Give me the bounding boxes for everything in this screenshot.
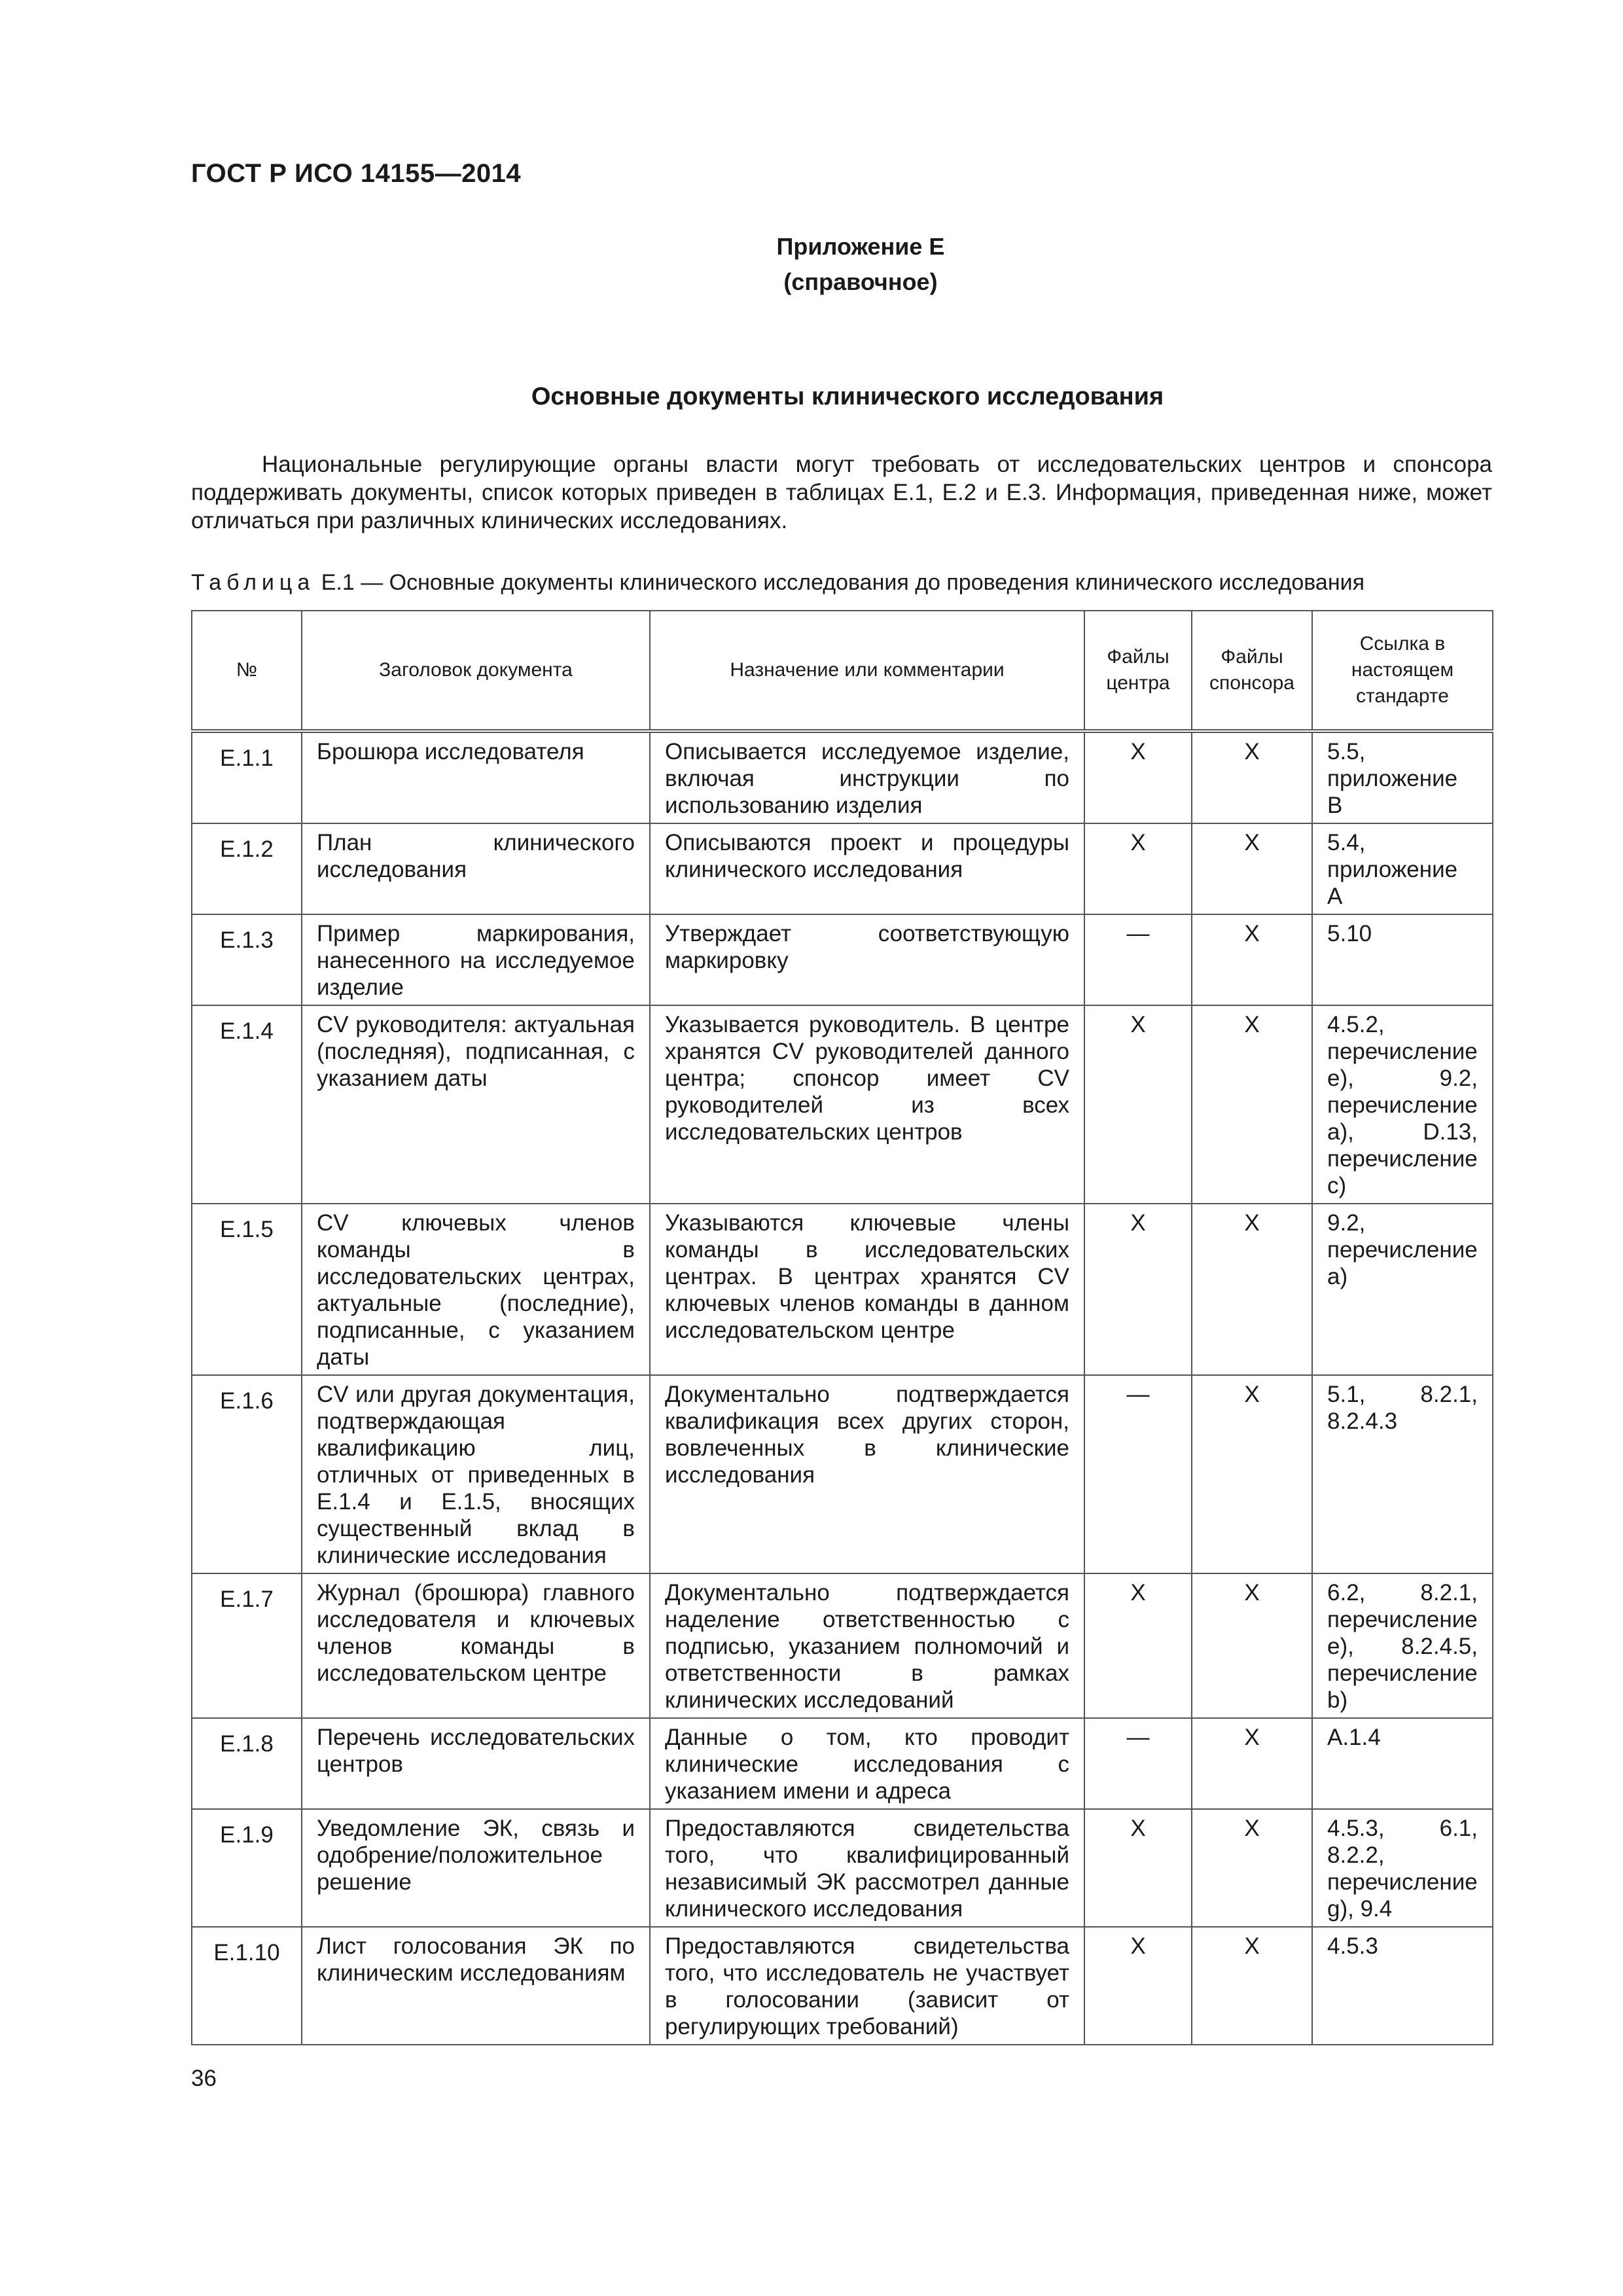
cell-title: Перечень исследовательских центров xyxy=(302,1718,650,1809)
cell-title: CV или другая документация, подтверждающая квалификацию лиц, отличных от приведенных в Е.1.4 и Е.1.5, вносящих существенный вклад в клинические исследования xyxy=(302,1375,650,1573)
cell-sponsor-files: X xyxy=(1192,1718,1312,1809)
cell-center-files: X xyxy=(1084,1204,1192,1375)
table-row xyxy=(192,1927,1493,2045)
intro-text: Национальные регулирующие органы власти могут требовать от исследовательских центров и спонсора поддерживать документы, список которых приведен в таблицах Е.1, Е.2 и Е.3. Информация, приведенная ниже, может отличаться при различных клинических исследованиях. xyxy=(191,452,1492,533)
cell-num: Е.1.1 xyxy=(192,731,302,823)
table-caption-label: Таблица xyxy=(191,570,315,595)
cell-reference: 4.5.2, перечисление е), 9.2, перечисление а), D.13, перечисление с) xyxy=(1312,1005,1493,1204)
cell-purpose: Утверждает соответствующую маркировку xyxy=(650,914,1084,1005)
cell-num: Е.1.2 xyxy=(192,823,302,914)
header-title: Заголовок документа xyxy=(302,611,650,731)
table-row xyxy=(192,1809,1493,1927)
cell-reference: 5.10 xyxy=(1312,914,1493,1005)
cell-center-files: X xyxy=(1084,1927,1192,2045)
table-row xyxy=(192,1375,1493,1573)
table-caption-text: Е.1 — Основные документы клинического исследования до проведения клинического исследования xyxy=(315,570,1365,595)
annex-heading xyxy=(0,229,1623,300)
cell-center-files: X xyxy=(1084,1809,1192,1927)
cell-purpose: Указывается руководитель. В центре хранятся CV руководителей данного центра; спонсор имеет CV руководителей из всех исследовательских центров xyxy=(650,1005,1084,1204)
table-row xyxy=(192,914,1493,1005)
cell-num: Е.1.5 xyxy=(192,1204,302,1375)
header-sponsor-files: Файлы спонсора xyxy=(1192,611,1312,731)
table-row xyxy=(192,1573,1493,1718)
table-body xyxy=(192,731,1493,2045)
document-header: ГОСТ Р ИСО 14155—2014 xyxy=(191,159,522,188)
cell-purpose: Описывается исследуемое изделие, включая инструкции по использованию изделия xyxy=(650,731,1084,823)
cell-sponsor-files: X xyxy=(1192,1927,1312,2045)
cell-reference: 4.5.3, 6.1, 8.2.2, перечисление g), 9.4 xyxy=(1312,1809,1493,1927)
cell-title: План клинического исследования xyxy=(302,823,650,914)
cell-sponsor-files: X xyxy=(1192,914,1312,1005)
cell-num: Е.1.9 xyxy=(192,1809,302,1927)
annex-subtitle: (справочное) xyxy=(783,268,938,295)
cell-sponsor-files: X xyxy=(1192,1204,1312,1375)
cell-title: Лист голосования ЭК по клиническим исследованиям xyxy=(302,1927,650,2045)
table-row xyxy=(192,1718,1493,1809)
cell-title: Уведомление ЭК, связь и одобрение/положительное решение xyxy=(302,1809,650,1927)
cell-title: Брошюра исследователя xyxy=(302,731,650,823)
cell-num: Е.1.4 xyxy=(192,1005,302,1204)
cell-title: CV ключевых членов команды в исследовательских центрах, актуальные (последние), подписанные, с указанием даты xyxy=(302,1204,650,1375)
annex-title: Приложение Е xyxy=(776,233,945,260)
cell-title: Пример маркирования, нанесенного на исследуемое изделие xyxy=(302,914,650,1005)
table-row xyxy=(192,1204,1493,1375)
cell-reference: 6.2, 8.2.1, перечисление е), 8.2.4.5, перечисление b) xyxy=(1312,1573,1493,1718)
cell-reference: 4.5.3 xyxy=(1312,1927,1493,2045)
table-row xyxy=(192,731,1493,823)
header-reference: Ссылка в настоящем стандарте xyxy=(1312,611,1493,731)
cell-num: Е.1.7 xyxy=(192,1573,302,1718)
header-num: № xyxy=(192,611,302,731)
cell-reference: 9.2, перечисление а) xyxy=(1312,1204,1493,1375)
cell-num: Е.1.10 xyxy=(192,1927,302,2045)
cell-purpose: Документально подтверждается квалификация всех других сторон, вовлеченных в клинические исследования xyxy=(650,1375,1084,1573)
cell-num: Е.1.3 xyxy=(192,914,302,1005)
cell-purpose: Предоставляются свидетельства того, что исследователь не участвует в голосовании (зависит от регулирующих требований) xyxy=(650,1927,1084,2045)
cell-purpose: Данные о том, кто проводит клинические исследования с указанием имени и адреса xyxy=(650,1718,1084,1809)
cell-center-files: X xyxy=(1084,823,1192,914)
header-center-files: Файлы центра xyxy=(1084,611,1192,731)
cell-reference: А.1.4 xyxy=(1312,1718,1493,1809)
cell-center-files: — xyxy=(1084,1375,1192,1573)
cell-center-files: X xyxy=(1084,1005,1192,1204)
cell-title: CV руководителя: актуальная (последняя), подписанная, с указанием даты xyxy=(302,1005,650,1204)
cell-sponsor-files: X xyxy=(1192,1809,1312,1927)
cell-purpose: Указываются ключевые члены команды в исследовательских центрах. В центрах хранятся CV ключевых членов команды в данном исследовательском центре xyxy=(650,1204,1084,1375)
cell-center-files: X xyxy=(1084,1573,1192,1718)
cell-center-files: X xyxy=(1084,731,1192,823)
cell-reference: 5.1, 8.2.1, 8.2.4.3 xyxy=(1312,1375,1493,1573)
table-caption xyxy=(191,569,1492,596)
documents-table xyxy=(191,610,1493,2045)
cell-reference: 5.5, приложение В xyxy=(1312,731,1493,823)
cell-num: Е.1.8 xyxy=(192,1718,302,1809)
cell-center-files: — xyxy=(1084,1718,1192,1809)
table-row xyxy=(192,1005,1493,1204)
cell-reference: 5.4, приложение А xyxy=(1312,823,1493,914)
intro-paragraph xyxy=(191,450,1492,535)
header-purpose: Назначение или комментарии xyxy=(650,611,1084,731)
cell-num: Е.1.6 xyxy=(192,1375,302,1573)
page-number: 36 xyxy=(191,2066,217,2091)
cell-purpose: Документально подтверждается наделение ответственностью с подписью, указанием полномочий и ответственности в рамках клинических исследований xyxy=(650,1573,1084,1718)
cell-purpose: Предоставляются свидетельства того, что квалифицированный независимый ЭК рассмотрел данные клинического исследования xyxy=(650,1809,1084,1927)
table-row xyxy=(192,823,1493,914)
cell-title: Журнал (брошюра) главного исследователя и ключевых членов команды в исследовательском центре xyxy=(302,1573,650,1718)
cell-sponsor-files: X xyxy=(1192,823,1312,914)
table-header-row xyxy=(192,611,1493,731)
cell-center-files: — xyxy=(1084,914,1192,1005)
section-title: Основные документы клинического исследования xyxy=(531,383,1164,410)
cell-sponsor-files: X xyxy=(1192,1375,1312,1573)
cell-sponsor-files: X xyxy=(1192,1573,1312,1718)
cell-sponsor-files: X xyxy=(1192,731,1312,823)
cell-purpose: Описываются проект и процедуры клинического исследования xyxy=(650,823,1084,914)
cell-sponsor-files: X xyxy=(1192,1005,1312,1204)
